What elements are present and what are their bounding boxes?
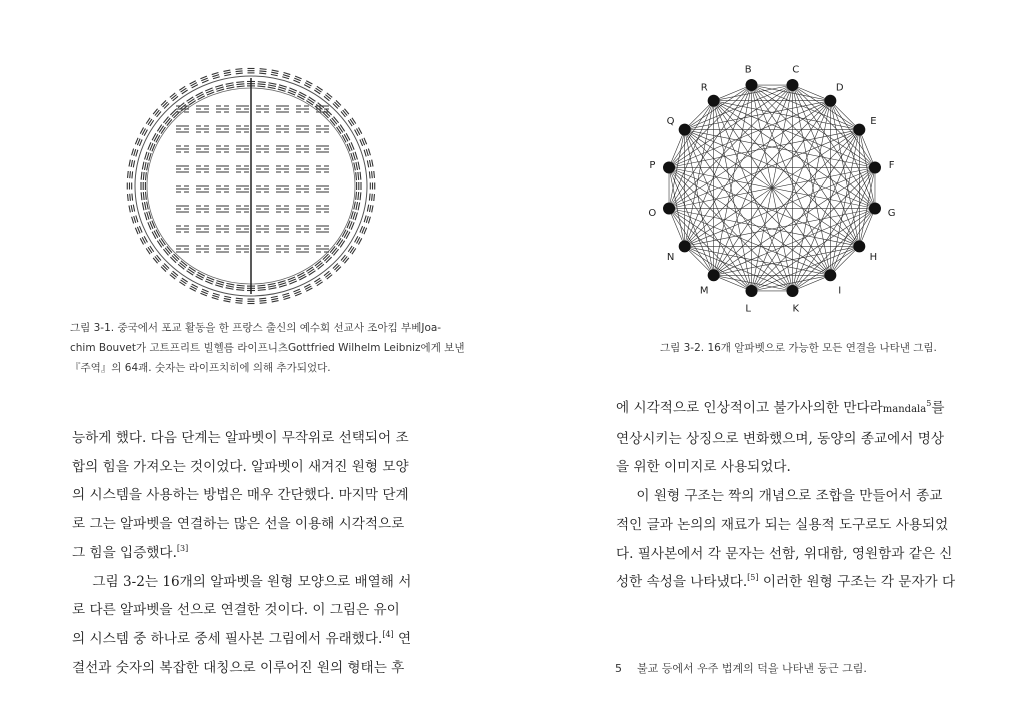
- letter-label: E: [870, 116, 877, 128]
- body-line: [72, 539, 442, 568]
- connection-line: [685, 82, 752, 246]
- hexagram-mark: [269, 288, 277, 290]
- letter-node: [853, 240, 865, 252]
- hexagram-mark: [147, 202, 149, 210]
- hexagram-mark: [358, 172, 359, 180]
- hexagram-mark: [237, 285, 245, 286]
- hexagram-mark: [258, 290, 266, 291]
- hexagram-mark: [226, 283, 234, 285]
- letter-label: N: [666, 251, 675, 263]
- body-line: [72, 654, 442, 683]
- sixteen-letter-connection-diagram: [648, 62, 896, 315]
- inline-term: mandala: [882, 404, 927, 415]
- body-line-text: 의 시스템을 사용하는 방법은 매우 간단했다. 마지막 단계: [72, 487, 409, 504]
- hexagram-mark: [354, 163, 356, 171]
- hexagram-mark: [224, 74, 231, 75]
- hexagram-mark: [284, 297, 291, 299]
- hexagram-mark: [282, 293, 289, 295]
- hexagram-mark: [215, 85, 223, 87]
- body-line: [72, 424, 442, 453]
- body-line: [72, 625, 442, 654]
- body-line: [616, 394, 956, 425]
- hexagram-mark: [367, 205, 368, 212]
- connection-line: [685, 130, 752, 291]
- hexagram-mark: [370, 160, 371, 167]
- hexagram-mark: [271, 298, 278, 299]
- hexagram-mark: [324, 256, 330, 262]
- letter-node: [786, 79, 798, 91]
- hexagram-mark: [355, 152, 357, 160]
- connection-line: [685, 130, 831, 276]
- hexagram-mark: [141, 172, 142, 180]
- connection-line: [685, 101, 831, 247]
- hexagram-mark: [217, 89, 225, 91]
- connection-line: [685, 130, 875, 209]
- hexagram-mark: [358, 162, 360, 170]
- body-line-text: 적인 글과 논의의 재료가 되는 실용적 도구로도 사용되었: [616, 516, 949, 533]
- hexagram-mark: [258, 287, 266, 288]
- hexagram-mark: [366, 149, 368, 156]
- hexagram-mark: [364, 215, 366, 222]
- hexagram-mark: [136, 150, 138, 157]
- hexagram-mark: [141, 192, 142, 200]
- hexagram-mark: [374, 171, 375, 178]
- body-line-text: 로 다른 알파벳을 선으로 연결한 것이다. 이 그림은 유이: [72, 602, 400, 619]
- hexagram-mark: [283, 75, 290, 77]
- hexagram-mark: [258, 82, 266, 83]
- hexagram-mark: [131, 205, 132, 212]
- letter-label: C: [792, 64, 800, 76]
- body-line-text: 결선과 숫자의 복잡한 대칭으로 이루어진 원의 형태는 후: [72, 659, 405, 676]
- hexagram-mark: [259, 298, 266, 299]
- hexagram-mark: [259, 71, 266, 72]
- letter-label: H: [869, 251, 878, 263]
- right-body-text: [616, 394, 956, 597]
- connection-line: [714, 101, 875, 168]
- connection-line: [792, 82, 859, 246]
- hexagram-mark: [236, 73, 243, 74]
- hexagram-mark: [356, 172, 357, 180]
- hexagram-mark: [259, 73, 266, 74]
- body-line-text: 을 위한 이미지로 사용되었다.: [616, 459, 791, 476]
- hexagram-mark: [283, 295, 290, 297]
- hexagram-mark: [134, 149, 136, 156]
- hexagram-mark: [353, 212, 355, 220]
- letter-label: K: [792, 303, 800, 315]
- hexagram-mark: [212, 297, 219, 299]
- letter-label: F: [888, 160, 895, 172]
- hexagram-mark: [129, 160, 130, 167]
- i-ching-hexagram-circle-image: [118, 58, 384, 310]
- body-line-text: 로 그는 알파벳을 연결하는 많은 선을 이용해 시각적으로: [72, 516, 405, 533]
- letter-label: M: [699, 285, 709, 297]
- footnote: [615, 660, 867, 676]
- hexagram-mark: [236, 287, 244, 288]
- hexagram-mark: [268, 286, 276, 288]
- hexagram-mark: [144, 202, 146, 210]
- hexagram-mark: [235, 69, 242, 70]
- connection-line: [685, 168, 875, 247]
- letter-node: [869, 202, 881, 214]
- hexagram-mark: [236, 290, 244, 291]
- body-line-text: 연상시키는 상징으로 변화했으며, 동양의 종교에서 명상: [616, 430, 944, 447]
- letter-node: [663, 202, 675, 214]
- hexagram-mark: [132, 171, 133, 178]
- body-line-text: 이 원형 구조는 짝의 개념으로 조합을 만들어서 종교: [636, 488, 943, 505]
- hexagram-mark: [216, 87, 224, 89]
- hexagram-mark: [257, 285, 265, 286]
- letter-node: [679, 240, 691, 252]
- hexagram-mark: [360, 172, 361, 180]
- body-line-text: 능하게 했다. 다음 단계는 알파벳이 무작위로 선택되어 조: [72, 430, 409, 446]
- hexagram-mark: [143, 172, 144, 180]
- letter-label: I: [838, 285, 842, 297]
- hexagram-mark: [144, 162, 146, 170]
- connection-line: [714, 101, 860, 247]
- hexagram-mark: [323, 254, 329, 260]
- connection-line: [830, 246, 859, 275]
- hexagram-mark: [213, 77, 220, 79]
- hexagram-mark: [372, 194, 373, 201]
- hexagram-mark: [136, 215, 138, 222]
- caption-line: chim Bouvet가 고트프리트 빌헬름 라이프니츠Gottfried Wilhelm Leibniz에게 보낸: [70, 342, 465, 354]
- hexagram-mark: [236, 300, 243, 301]
- footnote-text: 불교 등에서 우주 법계의 덕을 나타낸 둥근 그림.: [637, 662, 867, 675]
- reference-marker: [4]: [382, 629, 394, 639]
- connection-line: [752, 85, 831, 275]
- hexagram-mark: [355, 213, 357, 221]
- hexagram-mark: [130, 194, 131, 201]
- hexagram-mark: [226, 286, 234, 288]
- hexagram-mark: [224, 72, 231, 73]
- hexagram-mark: [237, 86, 245, 87]
- footnote-number: 5: [615, 662, 622, 675]
- hexagram-mark: [358, 192, 359, 200]
- body-line-text: 그 힘을 입증했다.: [72, 544, 177, 561]
- hexagram-mark: [279, 285, 287, 287]
- body-line-text: 의 시스템 중 하나로 중세 필사본 그림에서 유래했다.: [72, 630, 383, 647]
- letter-label: L: [745, 303, 751, 315]
- letter-node: [746, 79, 758, 91]
- letter-node: [824, 269, 836, 281]
- hexagram-mark: [268, 85, 276, 87]
- hexagram-mark: [370, 205, 371, 212]
- connection-line: [830, 101, 859, 130]
- hexagram-mark: [174, 112, 180, 118]
- letter-node: [663, 162, 675, 174]
- body-line-text: 그림 3-2는 16개의 알파벳을 원형 모양으로 배열해 서: [92, 573, 412, 590]
- hexagram-mark: [170, 257, 176, 263]
- hexagram-mark: [282, 77, 289, 79]
- hexagram-mark: [146, 192, 147, 200]
- body-line: [72, 453, 442, 482]
- hexagram-mark: [358, 202, 360, 210]
- hexagram-mark: [133, 205, 134, 212]
- hexagram-mark: [128, 171, 129, 178]
- hexagram-mark: [224, 296, 231, 297]
- hexagram-mark: [272, 301, 279, 302]
- letter-node: [824, 95, 836, 107]
- letter-node: [786, 285, 798, 297]
- connection-line: [714, 208, 875, 275]
- figure-3-2-caption: 그림 3-2. 16개 알파벳으로 가능한 모든 연결을 나타낸 그림.: [660, 342, 937, 354]
- hexagram-mark: [354, 202, 356, 210]
- body-line: [616, 453, 956, 482]
- hexagram-mark: [278, 283, 286, 285]
- hexagram-mark: [360, 192, 361, 200]
- figure-3-1-caption: [70, 318, 465, 378]
- reference-marker: [5]: [747, 573, 759, 583]
- letter-label: B: [744, 64, 752, 76]
- hexagram-mark: [133, 160, 134, 167]
- hexagram-mark: [259, 300, 266, 301]
- hexagram-mark: [236, 71, 243, 72]
- letter-node: [708, 269, 720, 281]
- body-line: [616, 540, 956, 569]
- hexagram-mark: [224, 298, 231, 299]
- hexagram-mark: [367, 160, 368, 167]
- hexagram-mark: [226, 83, 234, 85]
- left-body-text: [72, 424, 442, 682]
- hexagram-mark: [279, 85, 287, 87]
- hexagram-mark: [132, 194, 133, 201]
- hexagram-mark: [236, 298, 243, 299]
- connection-line: [714, 101, 793, 291]
- hexagram-mark: [145, 152, 147, 160]
- connection-line: [669, 168, 859, 247]
- caption-line: 그림 3-1. 중국에서 포교 활동을 한 프랑스 출신의 예수회 선교사 조아킴 부베Joa-: [70, 322, 442, 334]
- hexagram-mark: [372, 205, 373, 212]
- hexagram-mark: [213, 293, 220, 295]
- body-line: [616, 511, 956, 540]
- hexagram-mark: [268, 283, 276, 285]
- reference-marker: 5: [926, 399, 932, 408]
- body-line: [72, 481, 442, 510]
- hexagram-mark: [142, 202, 144, 210]
- hexagram-mark: [147, 212, 149, 220]
- connection-line: [792, 130, 859, 291]
- body-line-text: 합의 힘을 가져오는 것이었다. 알파벳이 새겨진 원형 모양: [72, 458, 409, 475]
- body-line: [616, 425, 956, 454]
- hexagram-mark: [364, 150, 366, 157]
- body-line: [616, 482, 956, 511]
- hexagram-mark: [368, 149, 370, 156]
- hexagram-mark: [372, 171, 373, 178]
- hexagram-mark: [326, 257, 332, 263]
- hexagram-mark: [353, 152, 355, 160]
- hexagram-mark: [174, 254, 180, 260]
- hexagram-mark: [368, 217, 370, 224]
- hexagram-mark: [369, 194, 370, 201]
- body-line: [72, 510, 442, 539]
- hexagram-mark: [129, 205, 130, 212]
- letter-label: Q: [666, 116, 675, 128]
- letter-node: [679, 124, 691, 136]
- reference-marker: [3]: [176, 543, 189, 553]
- hexagram-mark: [226, 288, 234, 290]
- hexagram-mark: [226, 85, 234, 87]
- hexagram-mark: [216, 283, 224, 285]
- connection-line: [666, 208, 830, 275]
- hexagram-mark: [271, 74, 278, 75]
- hexagram-mark: [235, 303, 242, 304]
- hexagram-mark: [271, 72, 278, 73]
- hexagram-mark: [258, 84, 266, 85]
- connection-line: [714, 130, 860, 276]
- hexagram-mark: [134, 216, 136, 223]
- hexagram-mark: [132, 217, 134, 224]
- hexagram-mark: [226, 87, 234, 89]
- letter-node: [869, 162, 881, 174]
- connection-line: [669, 130, 859, 209]
- hexagram-mark: [374, 194, 375, 201]
- hexagram-mark: [236, 82, 244, 83]
- hexagram-mark: [223, 301, 230, 302]
- hexagram-mark: [217, 281, 225, 283]
- hexagram-mark: [278, 281, 286, 283]
- hexagram-mark: [132, 149, 134, 156]
- body-line-tail: 이러한 원형 구조는 각 문자가 다: [758, 574, 956, 591]
- hexagram-mark: [212, 73, 219, 75]
- hexagram-mark: [278, 89, 286, 91]
- hexagram-mark: [271, 296, 278, 297]
- letter-label: D: [835, 82, 844, 94]
- hexagram-mark: [356, 202, 358, 210]
- letter-label: P: [649, 160, 656, 172]
- hexagram-mark: [130, 171, 131, 178]
- hexagram-mark: [278, 87, 286, 89]
- hexagram-mark: [356, 162, 358, 170]
- hexagram-mark: [260, 303, 267, 304]
- hexagram-mark: [170, 109, 176, 115]
- caption-line: 『주역』의 64괘. 숫자는 라이프치히에 의해 추가되었다.: [70, 362, 331, 374]
- hexagram-mark: [323, 112, 329, 118]
- connection-line: [685, 246, 714, 275]
- hexagram-mark: [260, 69, 267, 70]
- body-line: [72, 596, 442, 625]
- body-line: [616, 568, 956, 597]
- hexagram-mark: [236, 84, 244, 85]
- hexagram-mark: [143, 192, 144, 200]
- hexagram-mark: [142, 162, 144, 170]
- hexagram-mark: [147, 152, 149, 160]
- hexagram-mark: [128, 194, 129, 201]
- body-line-text: 성한 속성을 나타냈다.: [616, 574, 748, 591]
- hexagram-mark: [223, 70, 230, 71]
- hexagram-mark: [172, 256, 178, 262]
- hexagram-mark: [356, 192, 357, 200]
- hexagram-mark: [284, 73, 291, 75]
- hexagram-mark: [257, 86, 265, 87]
- body-line-tail: 연: [393, 630, 412, 647]
- connection-line: [752, 101, 831, 291]
- letter-node: [708, 95, 720, 107]
- hexagram-mark: [215, 285, 223, 287]
- right-page: [512, 0, 1024, 717]
- hexagram-mark: [268, 87, 276, 89]
- connection-line: [685, 101, 714, 130]
- hexagram-mark: [372, 160, 373, 167]
- letter-label: O: [648, 207, 657, 219]
- hexagram-mark: [212, 75, 219, 77]
- letter-label: G: [887, 207, 896, 219]
- letter-label: R: [700, 82, 708, 94]
- hexagram-mark: [366, 216, 368, 223]
- letter-node: [853, 124, 865, 136]
- hexagram-mark: [269, 83, 277, 85]
- connection-line: [714, 85, 793, 275]
- letter-node: [746, 285, 758, 297]
- body-line-tail: 를: [931, 400, 945, 416]
- body-line-text: 에 시각적으로 인상적이고 불가사의한 만다라: [616, 400, 883, 416]
- body-line-text: 다. 필사본에서 각 문자는 선함, 위대함, 영원함과 같은 신: [616, 545, 953, 562]
- hexagram-mark: [212, 295, 219, 297]
- hexagram-mark: [147, 163, 149, 171]
- connection-line: [666, 101, 830, 168]
- hexagram-mark: [146, 172, 147, 180]
- hexagram-mark: [131, 160, 132, 167]
- hexagram-mark: [145, 213, 147, 221]
- hexagram-mark: [369, 171, 370, 178]
- hexagram-mark: [272, 70, 279, 71]
- body-line: [72, 568, 442, 597]
